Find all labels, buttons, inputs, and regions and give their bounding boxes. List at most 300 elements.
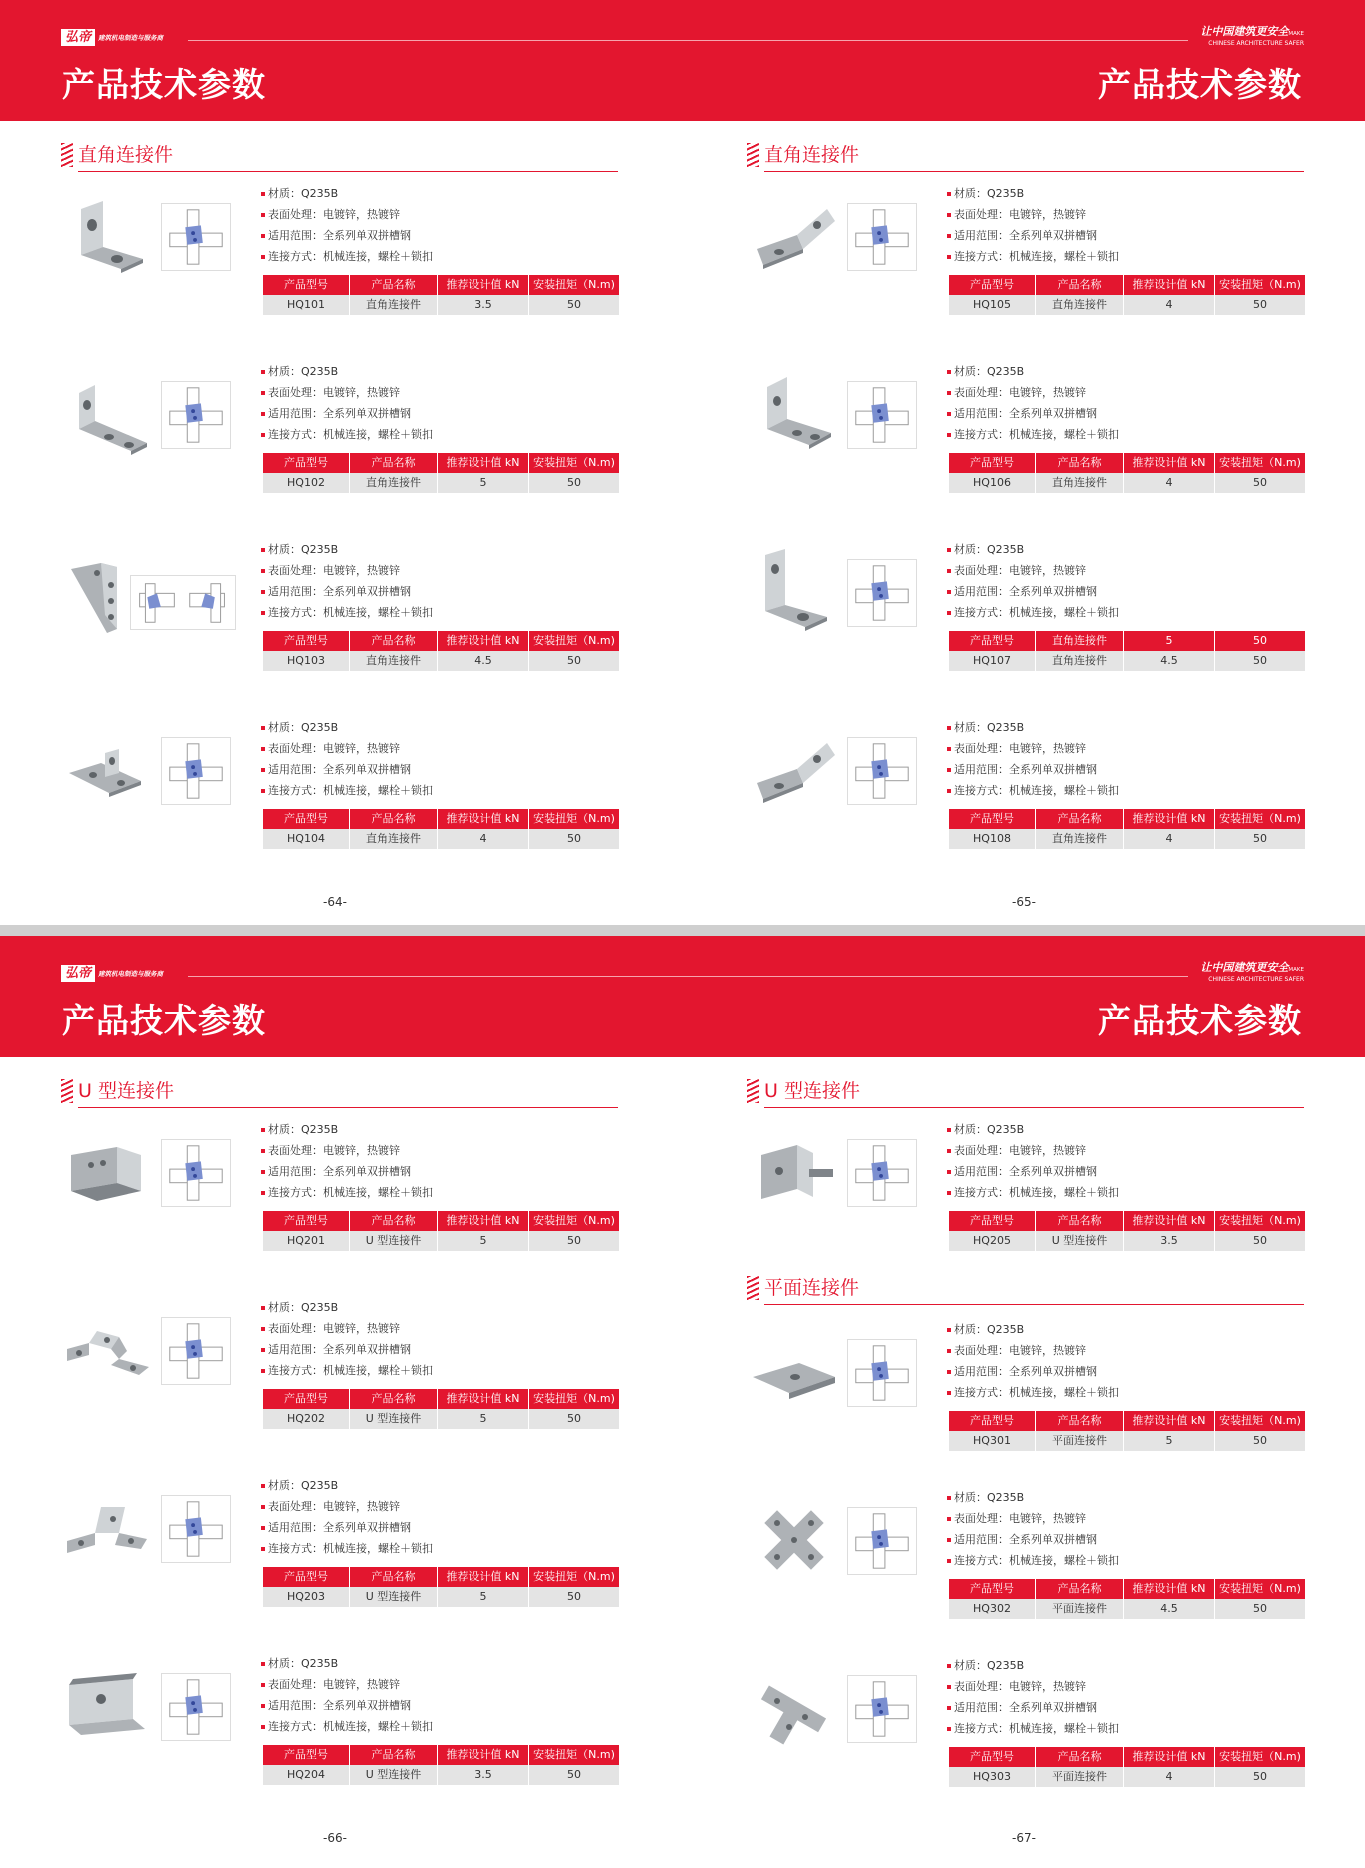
table-row	[949, 651, 1305, 671]
hatch-icon	[747, 143, 759, 167]
spec-scope	[947, 759, 1119, 780]
spec-text: 连接方式：机械连接，螺栓＋锁扣	[268, 606, 433, 619]
cell-model: HQ103	[263, 651, 349, 671]
installation-diagram	[847, 1675, 917, 1743]
spec-table	[948, 1579, 1306, 1619]
spec-table	[262, 809, 620, 849]
table-header-cell: 推荐设计值 kN	[438, 453, 528, 473]
table-header-cell: 产品型号	[263, 1745, 349, 1765]
spec-material	[261, 183, 433, 204]
cell-model: HQ108	[949, 829, 1035, 849]
spec-table	[262, 631, 620, 671]
cell-kn: 5	[438, 1231, 528, 1251]
spec-text: 适用范围：全系列单双拼槽钢	[268, 1521, 411, 1534]
installation-diagram	[847, 1507, 917, 1575]
spec-list	[261, 539, 433, 623]
bullet-icon	[947, 370, 951, 374]
spec-text: 材质：Q235B	[268, 1479, 339, 1492]
slogan-cn	[1200, 963, 1304, 975]
spec-text: 连接方式：机械连接，螺栓＋锁扣	[268, 1186, 433, 1199]
spec-surface	[261, 738, 433, 759]
cell-model: HQ106	[949, 473, 1035, 493]
table-header-cell: 产品名称	[1036, 275, 1123, 295]
product-photo-image	[747, 1661, 842, 1756]
table-header-row	[263, 1389, 619, 1409]
product-photo	[747, 1493, 842, 1588]
spec-connection	[261, 246, 433, 267]
spec-scope	[261, 1517, 433, 1538]
cell-torque: 50	[529, 651, 619, 671]
table-row	[263, 1409, 619, 1429]
bullet-icon	[261, 1683, 265, 1687]
table-header-row	[949, 1411, 1305, 1431]
spec-surface	[947, 204, 1119, 225]
spec-connection	[261, 424, 433, 445]
cell-model: HQ105	[949, 295, 1035, 315]
product-photo-image	[747, 1493, 842, 1588]
spec-surface	[261, 1140, 433, 1161]
header-rule	[188, 976, 1188, 977]
table-header-cell: 安装扭矩（N.m)	[1215, 1747, 1305, 1767]
bullet-icon	[947, 1370, 951, 1374]
product-card	[747, 1655, 1307, 1803]
spec-table	[948, 453, 1306, 493]
table-header-cell: 安装扭矩（N.m)	[1215, 1411, 1305, 1431]
cell-model: HQ107	[949, 651, 1035, 671]
spec-text: 适用范围：全系列单双拼槽钢	[268, 407, 411, 420]
spec-text: 材质：Q235B	[954, 1491, 1025, 1504]
bullet-icon	[947, 213, 951, 217]
bullet-icon	[261, 255, 265, 259]
spec-material	[261, 1653, 433, 1674]
bullet-icon	[261, 1505, 265, 1509]
spec-surface	[947, 382, 1119, 403]
bullet-icon	[947, 1391, 951, 1395]
cell-kn: 4	[1124, 473, 1214, 493]
installation-diagram	[161, 1139, 231, 1207]
table-header-cell: 推荐设计值 kN	[438, 1211, 528, 1231]
bullet-icon	[947, 569, 951, 573]
spec-list	[261, 1297, 433, 1381]
table-header-cell: 产品型号	[263, 631, 349, 651]
spec-table	[948, 1747, 1306, 1787]
cell-kn: 3.5	[438, 1765, 528, 1785]
cell-kn: 4	[438, 829, 528, 849]
cell-kn: 4	[1124, 295, 1214, 315]
section-title: 直角连接件	[78, 144, 174, 166]
spec-text: 材质：Q235B	[268, 1123, 339, 1136]
table-row	[949, 473, 1305, 493]
table-header-cell: 产品名称	[350, 809, 437, 829]
product-photo-image	[61, 367, 156, 462]
product-card	[747, 1119, 1307, 1267]
bullet-icon	[947, 611, 951, 615]
product-photo	[747, 189, 842, 284]
brand-logo	[61, 29, 163, 46]
spec-connection	[261, 602, 433, 623]
installation-diagram	[161, 1495, 231, 1563]
spec-text: 适用范围：全系列单双拼槽钢	[268, 1343, 411, 1356]
spec-text: 表面处理：电镀锌，热镀锌	[268, 564, 400, 577]
spec-list	[947, 1655, 1119, 1739]
product-card	[747, 361, 1307, 509]
cell-torque: 50	[1215, 829, 1305, 849]
spec-text: 适用范围：全系列单双拼槽钢	[954, 585, 1097, 598]
spec-text: 表面处理：电镀锌，热镀锌	[954, 1512, 1086, 1525]
cell-torque: 50	[529, 1587, 619, 1607]
spec-text: 表面处理：电镀锌，热镀锌	[268, 1144, 400, 1157]
spec-scope	[947, 225, 1119, 246]
spec-text: 连接方式：机械连接，螺栓＋锁扣	[954, 1386, 1119, 1399]
product-photo-image	[61, 189, 156, 284]
bullet-icon	[261, 391, 265, 395]
spec-material	[261, 717, 433, 738]
product-card	[747, 1487, 1307, 1635]
table-header-row	[949, 1211, 1305, 1231]
spec-text: 连接方式：机械连接，螺栓＋锁扣	[954, 250, 1119, 263]
bullet-icon	[947, 747, 951, 751]
installation-diagram	[847, 559, 917, 627]
product-photo	[61, 1659, 156, 1754]
cell-torque: 50	[1215, 1599, 1305, 1619]
spec-text: 连接方式：机械连接，螺栓＋锁扣	[268, 1720, 433, 1733]
cell-name: 直角连接件	[350, 295, 437, 315]
page-spread	[0, 0, 1365, 925]
cell-name: U 型连接件	[350, 1765, 437, 1785]
bullet-icon	[947, 1349, 951, 1353]
table-header-cell: 推荐设计值 kN	[438, 1567, 528, 1587]
spec-text: 适用范围：全系列单双拼槽钢	[268, 1699, 411, 1712]
section-heading	[61, 140, 618, 174]
spec-connection	[947, 602, 1119, 623]
spec-text: 材质：Q235B	[954, 721, 1025, 734]
table-header-cell: 安装扭矩（N.m)	[1215, 1579, 1305, 1599]
cell-torque: 50	[529, 1231, 619, 1251]
bullet-icon	[947, 1706, 951, 1710]
spec-text: 材质：Q235B	[954, 1123, 1025, 1136]
bullet-icon	[261, 1348, 265, 1352]
product-card	[61, 717, 621, 865]
table-header-cell: 产品型号	[263, 275, 349, 295]
spec-scope	[261, 403, 433, 424]
cell-torque: 50	[1215, 295, 1305, 315]
table-header-cell: 产品型号	[949, 1579, 1035, 1599]
spec-surface	[261, 1496, 433, 1517]
cell-name: U 型连接件	[350, 1231, 437, 1251]
spec-list	[261, 1475, 433, 1559]
spec-material	[261, 1475, 433, 1496]
section-heading	[61, 1076, 618, 1110]
cell-kn: 5	[438, 1409, 528, 1429]
spec-list	[947, 1119, 1119, 1203]
table-header-cell: 产品名称	[1036, 453, 1123, 473]
table-header-cell: 产品名称	[350, 1745, 437, 1765]
slogan-en-1: MAKE	[1288, 31, 1304, 37]
installation-diagram	[161, 1317, 231, 1385]
table-header-cell: 安装扭矩（N.m)	[529, 1389, 619, 1409]
cell-torque: 50	[1215, 1767, 1305, 1787]
bullet-icon	[261, 548, 265, 552]
spec-text: 适用范围：全系列单双拼槽钢	[954, 1365, 1097, 1378]
spec-text: 材质：Q235B	[954, 1323, 1025, 1336]
logo-subtitle: 建筑机电制造与服务商	[98, 34, 164, 42]
bullet-icon	[261, 768, 265, 772]
page-spread	[0, 936, 1365, 1861]
spec-text: 表面处理：电镀锌，热镀锌	[954, 742, 1086, 755]
installation-diagram	[161, 203, 231, 271]
cell-torque: 50	[529, 1765, 619, 1785]
bullet-icon	[947, 1727, 951, 1731]
bullet-icon	[947, 1496, 951, 1500]
bullet-icon	[261, 569, 265, 573]
spec-surface	[947, 560, 1119, 581]
table-header-cell: 产品名称	[1036, 809, 1123, 829]
table-header-cell: 产品名称	[350, 631, 437, 651]
table-row	[263, 295, 619, 315]
spec-connection	[261, 1716, 433, 1737]
spec-table	[262, 1745, 620, 1785]
logo-mark: 弘帝	[61, 29, 95, 46]
spec-material	[261, 1119, 433, 1140]
hatch-icon	[747, 1079, 759, 1103]
table-header-cell: 产品型号	[263, 1389, 349, 1409]
logo-subtitle: 建筑机电制造与服务商	[98, 970, 164, 978]
table-header-cell: 产品型号	[949, 1211, 1035, 1231]
spec-list	[947, 183, 1119, 267]
bullet-icon	[947, 1517, 951, 1521]
bullet-icon	[261, 234, 265, 238]
product-photo-image	[61, 1481, 156, 1576]
table-header-cell: 产品型号	[949, 275, 1035, 295]
bullet-icon	[947, 1664, 951, 1668]
bullet-icon	[261, 412, 265, 416]
bullet-icon	[947, 1191, 951, 1195]
table-header-cell: 推荐设计值 kN	[1124, 453, 1214, 473]
spec-text: 材质：Q235B	[954, 1659, 1025, 1672]
product-photo	[61, 1125, 156, 1220]
bullet-icon	[261, 1128, 265, 1132]
section-rule	[78, 1107, 618, 1108]
spec-text: 材质：Q235B	[268, 1301, 339, 1314]
spec-surface	[947, 1676, 1119, 1697]
table-header-cell: 安装扭矩（N.m)	[529, 453, 619, 473]
table-header-cell: 安装扭矩（N.m)	[529, 809, 619, 829]
spec-text: 连接方式：机械连接，螺栓＋锁扣	[954, 1722, 1119, 1735]
section-heading	[747, 1076, 1304, 1110]
bullet-icon	[261, 213, 265, 217]
product-photo	[747, 545, 842, 640]
product-photo	[747, 1325, 842, 1420]
table-header-cell: 安装扭矩（N.m)	[529, 631, 619, 651]
table-row	[263, 1587, 619, 1607]
table-header-row	[263, 1567, 619, 1587]
table-row	[263, 651, 619, 671]
spec-list	[947, 1319, 1119, 1403]
spec-text: 材质：Q235B	[954, 187, 1025, 200]
spec-connection	[947, 1182, 1119, 1203]
spec-connection	[947, 424, 1119, 445]
table-header-cell: 推荐设计值 kN	[1124, 1411, 1214, 1431]
cell-model: HQ102	[263, 473, 349, 493]
table-header-cell: 安装扭矩（N.m)	[1215, 809, 1305, 829]
product-photo-image	[61, 1125, 156, 1220]
product-card	[61, 1297, 621, 1445]
spec-text: 表面处理：电镀锌，热镀锌	[268, 386, 400, 399]
slogan	[1200, 963, 1304, 984]
cell-torque: 50	[529, 473, 619, 493]
table-row	[949, 1231, 1305, 1251]
bullet-icon	[947, 548, 951, 552]
cell-model: HQ104	[263, 829, 349, 849]
page-title-right: 产品技术参数	[1098, 65, 1302, 104]
spec-surface	[947, 1508, 1119, 1529]
page-number: -67-	[1012, 1831, 1036, 1845]
table-header-cell: 产品型号	[263, 453, 349, 473]
slogan-en-2: CHINESE ARCHITECTURE SAFER	[1208, 40, 1304, 47]
spec-surface	[261, 204, 433, 225]
table-header-row	[949, 453, 1305, 473]
table-header-cell: 安装扭矩（N.m)	[529, 1211, 619, 1231]
spec-scope	[261, 1161, 433, 1182]
spec-text: 连接方式：机械连接，螺栓＋锁扣	[954, 606, 1119, 619]
cell-name: 直角连接件	[350, 473, 437, 493]
bullet-icon	[261, 611, 265, 615]
cell-model: HQ201	[263, 1231, 349, 1251]
section-heading	[747, 140, 1304, 174]
table-header-row	[263, 275, 619, 295]
product-photo-image	[747, 723, 842, 818]
table-header-cell: 直角连接件	[1036, 631, 1123, 651]
bullet-icon	[261, 1547, 265, 1551]
spec-text: 表面处理：电镀锌，热镀锌	[954, 1344, 1086, 1357]
cell-model: HQ205	[949, 1231, 1035, 1251]
table-header-cell: 产品型号	[949, 809, 1035, 829]
table-header-cell: 安装扭矩（N.m)	[529, 1745, 619, 1765]
table-header-cell: 产品名称	[350, 453, 437, 473]
section-title: 平面连接件	[764, 1277, 860, 1299]
bullet-icon	[261, 370, 265, 374]
spec-connection	[261, 780, 433, 801]
table-header-cell: 安装扭矩（N.m)	[1215, 1211, 1305, 1231]
spec-connection	[947, 1550, 1119, 1571]
bullet-icon	[947, 590, 951, 594]
installation-diagram	[847, 1339, 917, 1407]
table-header-cell: 产品型号	[263, 1567, 349, 1587]
bullet-icon	[261, 1484, 265, 1488]
product-photo-image	[747, 367, 842, 462]
spec-text: 表面处理：电镀锌，热镀锌	[954, 208, 1086, 221]
spec-connection	[261, 1182, 433, 1203]
table-row	[949, 1767, 1305, 1787]
spec-list	[261, 183, 433, 267]
page-title-right: 产品技术参数	[1098, 1001, 1302, 1040]
slogan-en-1: MAKE	[1288, 967, 1304, 973]
cell-name: U 型连接件	[1036, 1231, 1123, 1251]
bullet-icon	[261, 1170, 265, 1174]
product-card	[61, 539, 621, 687]
cell-torque: 50	[1215, 651, 1305, 671]
installation-diagram	[161, 1673, 231, 1741]
cell-kn: 3.5	[438, 295, 528, 315]
cell-name: 平面连接件	[1036, 1599, 1123, 1619]
bullet-icon	[261, 1191, 265, 1195]
product-card	[61, 1119, 621, 1267]
section-heading	[747, 1273, 1304, 1307]
slogan-text: 让中国建筑更安全	[1200, 961, 1289, 974]
cell-model: HQ301	[949, 1431, 1035, 1451]
spec-text: 适用范围：全系列单双拼槽钢	[954, 1533, 1097, 1546]
spec-text: 材质：Q235B	[268, 1657, 339, 1670]
spec-material	[947, 1319, 1119, 1340]
spec-text: 连接方式：机械连接，螺栓＋锁扣	[268, 1364, 433, 1377]
spec-connection	[261, 1538, 433, 1559]
spec-table	[948, 1211, 1306, 1251]
cell-kn: 4.5	[1124, 1599, 1214, 1619]
spec-text: 材质：Q235B	[268, 365, 339, 378]
section-title: U 型连接件	[78, 1080, 174, 1102]
spec-scope	[947, 1697, 1119, 1718]
page-number: -66-	[323, 1831, 347, 1845]
spec-text: 材质：Q235B	[268, 543, 339, 556]
table-header-row	[949, 275, 1305, 295]
cell-name: 直角连接件	[350, 829, 437, 849]
product-photo-image	[61, 723, 156, 818]
spec-text: 适用范围：全系列单双拼槽钢	[954, 1165, 1097, 1178]
bullet-icon	[261, 1306, 265, 1310]
spec-scope	[261, 581, 433, 602]
table-header-cell: 推荐设计值 kN	[438, 631, 528, 651]
product-photo-image	[747, 1125, 842, 1220]
spec-material	[261, 361, 433, 382]
hatch-icon	[747, 1276, 759, 1300]
product-card	[61, 1475, 621, 1623]
product-photo-image	[61, 1659, 156, 1754]
page-number: -65-	[1012, 895, 1036, 909]
table-header-cell: 产品名称	[1036, 1411, 1123, 1431]
cell-name: 直角连接件	[1036, 295, 1123, 315]
table-header-row	[263, 631, 619, 651]
bullet-icon	[947, 789, 951, 793]
product-card	[61, 1653, 621, 1801]
spec-list	[261, 1119, 433, 1203]
bullet-icon	[947, 412, 951, 416]
cell-name: 直角连接件	[1036, 829, 1123, 849]
product-photo-image	[747, 545, 842, 640]
header-bar	[0, 0, 1365, 121]
brand-logo	[61, 965, 163, 982]
spec-text: 表面处理：电镀锌，热镀锌	[268, 1322, 400, 1335]
table-header-cell: 产品型号	[949, 1747, 1035, 1767]
table-row	[263, 1231, 619, 1251]
spec-text: 连接方式：机械连接，螺栓＋锁扣	[268, 784, 433, 797]
hatch-icon	[61, 1079, 73, 1103]
cell-name: U 型连接件	[350, 1587, 437, 1607]
spec-text: 连接方式：机械连接，螺栓＋锁扣	[268, 428, 433, 441]
bullet-icon	[947, 768, 951, 772]
slogan-text: 让中国建筑更安全	[1200, 25, 1289, 38]
spec-table	[262, 1567, 620, 1607]
cell-name: 直角连接件	[350, 651, 437, 671]
table-header-cell: 推荐设计值 kN	[1124, 1747, 1214, 1767]
product-photo	[747, 723, 842, 818]
cell-model: HQ101	[263, 295, 349, 315]
spec-list	[261, 1653, 433, 1737]
table-header-cell: 安装扭矩（N.m)	[529, 275, 619, 295]
table-row	[949, 1431, 1305, 1451]
cell-kn: 5	[1124, 1431, 1214, 1451]
cell-torque: 50	[1215, 1231, 1305, 1251]
spec-text: 连接方式：机械连接，螺栓＋锁扣	[268, 1542, 433, 1555]
